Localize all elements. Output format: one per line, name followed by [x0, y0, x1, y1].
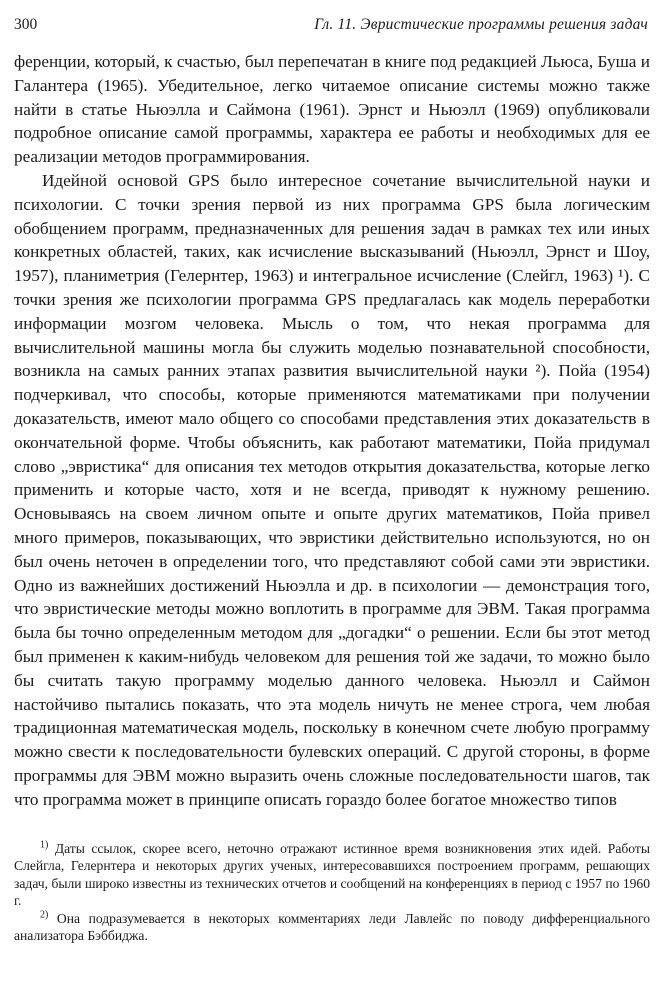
body-text [14, 50, 650, 812]
chapter-title: Гл. 11. Эвристические программы решения задач [314, 16, 648, 33]
book-page [14, 14, 650, 994]
footnote-marker: 1) [40, 838, 49, 850]
paragraph-gps-foundation: Идейной основой GPS было интересное сочетание вычислительной науки и психологии. С точки зрения первой из них программа GPS была логическим обобщением программ, предназначенных для решения задач в рамках тех или иных конкретных областей, таких, как исчисление высказываний (Ньюэлл, Эрнст и Шоу, 1957), планиметрия (Гелернтер, 1963) и интегральное исчисление (Слейгл, 1963) ¹). С точки зрения же психологии программа GPS предлагалась как модель переработки информации мозгом человека. Мысль о том, что некая программа для вычислительной машины могла бы служить моделью познавательной способности, возникла на самых ранних этапах развития вычислительной науки ²). Пойа (1954) подчеркивал, что способы, которые применяются математиками при получении доказательств, имеют мало общего со способами представления этих доказательств в окончательной форме. Чтобы объяснить, как работают математики, Пойа придумал слово „эвристика“ для описания тех методов открытия доказательства, которые легко применить и которые часто, хотя и не всегда, приводят к нужному решению. Основываясь на своем личном опыте и опыте других математиков, Пойа привел много примеров, показывающих, что эвристики действительно используются, но он был очень неточен в определении того, что представляют собой сами эти эвристики. Одно из важнейших достижений Ньюэлла и др. в психологии — демонстрация того, что эвристические методы можно воплотить в программе для ЭВМ. Такая программа была бы точно определенным методом для „догадки“ о решении. Если бы этот метод был применен к каким-нибудь человеком для решения той же задачи, то можно было бы считать такую программу моделью данного человека. Ньюэлл и Саймон настойчиво пытались показать, что эта модель ничуть не менее строга, чем любая традиционная математическая модель, поскольку в конечном счете любую программу можно свести к последовательности булевских операций. С другой стороны, в форме программы для ЭВМ можно выразить очень сложные последовательности шагов, так что программа может в принципе описать гораздо более богатое множество типов [14, 170, 650, 809]
paragraph-continued: ференции, который, к счастью, был перепечатан в книге под редакцией Льюса, Буша и Галантера (1965). Убедительное, легко читаемое описание системы можно также найти в статье Ньюэлла и Саймона (1961). Эрнст и Ньюэлл (1969) опубликовали подробное описание самой программы, характера ее работы и необходимых для ее реализации методов программирования. [14, 52, 650, 167]
footnote-text: Она подразумевается в некоторых комментариях леди Лавлейс по поводу дифференциального анализатора Бэббиджа. [14, 910, 650, 944]
running-head [14, 14, 650, 44]
footnote-marker: 2) [40, 909, 49, 921]
footnote-text: Даты ссылок, скорее всего, неточно отражают истинное время возникновения этих идей. Работы Слейгла, Гелернтера и некоторых других ученых, интересовавшихся построением программ, решающих задач, были широко известны из технических отчетов и сообщений на конференциях в период с 1957 по 1960 г. [14, 840, 651, 909]
footnotes [14, 840, 650, 946]
page-number: 300 [14, 16, 38, 33]
footnote-1 [14, 840, 650, 910]
footnote-2 [14, 910, 650, 945]
